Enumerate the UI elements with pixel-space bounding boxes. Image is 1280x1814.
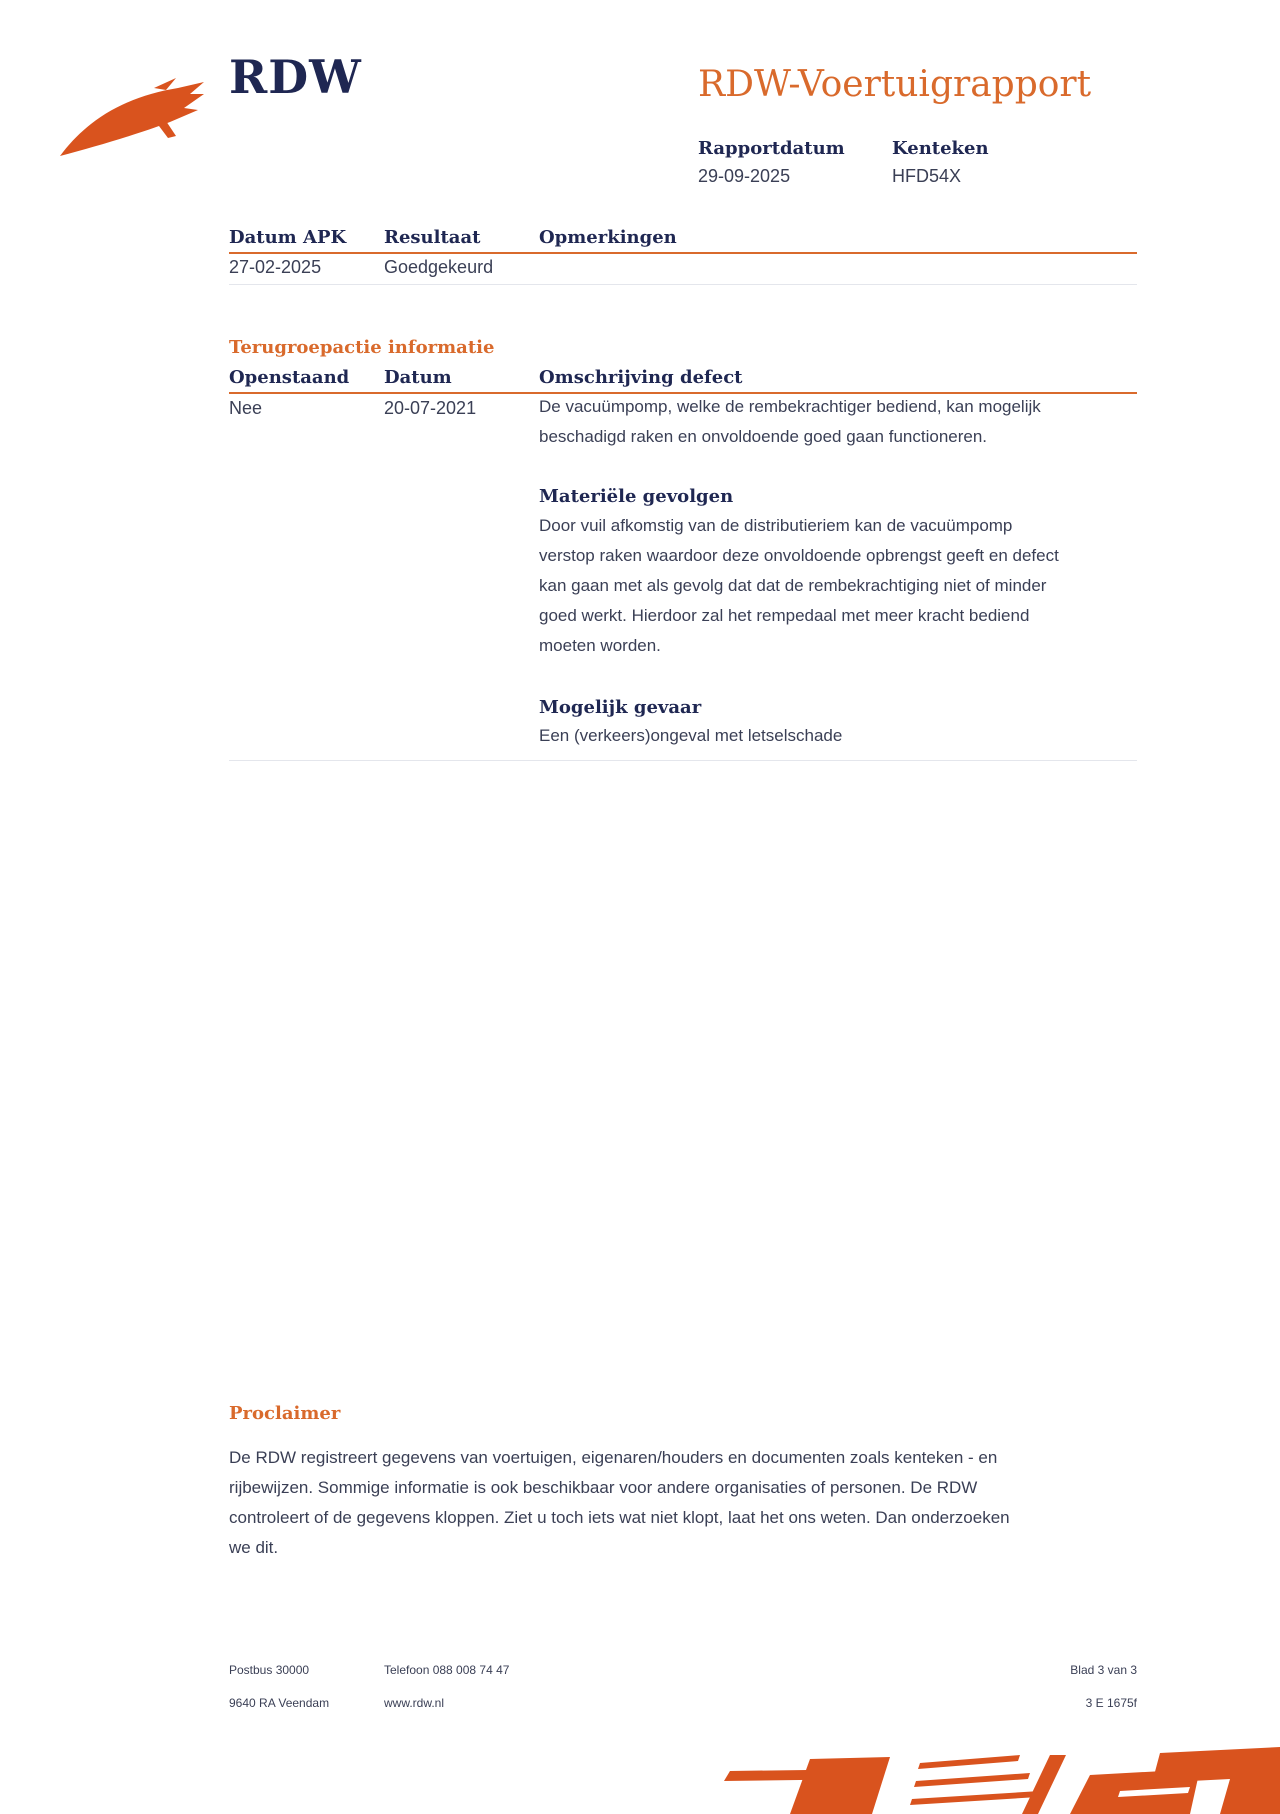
proclaimer-line: rijbewijzen. Sommige informatie is ook beschikbaar voor andere organisaties of personen. De RDW: [229, 1478, 978, 1497]
plate-value: HFD54X: [892, 166, 962, 186]
recall-description: [539, 392, 1139, 452]
material-consequences-line: kan gaan met als gevolg dat dat de rembekrachtiging niet of minder: [539, 576, 1047, 595]
footer-code: 3 E 1675f: [1085, 1696, 1137, 1710]
recall-cell-datum: 20-07-2021: [384, 398, 477, 418]
proclaimer-line: De RDW registreert gegevens van voertuigen, eigenaren/houders en documenten zoals kenteken - en: [229, 1448, 998, 1467]
material-consequences-title: Materiële gevolgen: [539, 486, 734, 507]
possible-danger-title: Mogelijk gevaar: [539, 697, 702, 718]
proclaimer-line: controleert of de gegevens kloppen. Ziet u toch iets wat niet klopt, laat het ons weten. Dan onderzoeken: [229, 1508, 1010, 1527]
proclaimer-text: [229, 1443, 1139, 1563]
rdw-feather-logo-icon: [58, 78, 206, 160]
apk-cell-resultaat: Goedgekeurd: [384, 257, 494, 277]
apk-cell-datum: 27-02-2025: [229, 257, 322, 277]
proclaimer-title: Proclaimer: [229, 1403, 341, 1424]
report-date-value: 29-09-2025: [698, 166, 791, 186]
material-consequences-line: verstop raken waardoor deze onvoldoende opbrengst geeft en defect: [539, 546, 1059, 565]
material-consequences-text: [539, 511, 1139, 661]
recall-description-line: De vacuümpomp, welke de rembekrachtiger bediend, kan mogelijk: [539, 397, 1041, 416]
recall-title: Terugroepactie informatie: [229, 337, 495, 358]
apk-header-resultaat: Resultaat: [384, 227, 481, 248]
recall-header-omschrijving: Omschrijving defect: [539, 367, 743, 388]
plate-label: Kenteken: [892, 138, 989, 159]
report-title: RDW-Voertuigrapport: [698, 64, 1092, 105]
apk-header-rule: [229, 252, 1137, 254]
footer-website: www.rdw.nl: [384, 1696, 445, 1710]
recall-header-datum: Datum: [384, 367, 452, 388]
rdw-stripes-decoration-icon: [720, 1745, 1280, 1814]
apk-header-opmerkingen: Opmerkingen: [539, 227, 677, 248]
recall-cell-openstaand: Nee: [229, 398, 263, 418]
report-date-label: Rapportdatum: [698, 138, 845, 159]
material-consequences-line: Door vuil afkomstig van de distributieriem kan de vacuümpomp: [539, 516, 1013, 535]
proclaimer-line: we dit.: [229, 1538, 279, 1557]
apk-row-divider: [229, 284, 1137, 285]
footer-address: 9640 RA Veendam: [229, 1696, 330, 1710]
brand-name: RDW: [229, 50, 362, 104]
recall-header-openstaand: Openstaand: [229, 367, 350, 388]
possible-danger-text: Een (verkeers)ongeval met letselschade: [539, 726, 843, 745]
recall-description-line: beschadigd raken en onvoldoende goed gaan functioneren.: [539, 427, 988, 446]
recall-row-divider: [229, 760, 1137, 761]
material-consequences-line: moeten worden.: [539, 636, 661, 655]
apk-header-datum: Datum APK: [229, 227, 347, 248]
footer-phone: Telefoon 088 008 74 47: [384, 1663, 510, 1677]
footer-postbus: Postbus 30000: [229, 1663, 310, 1677]
material-consequences-line: goed werkt. Hierdoor zal het rempedaal met meer kracht bediend: [539, 606, 1030, 625]
footer-page-number: Blad 3 van 3: [1070, 1663, 1137, 1677]
